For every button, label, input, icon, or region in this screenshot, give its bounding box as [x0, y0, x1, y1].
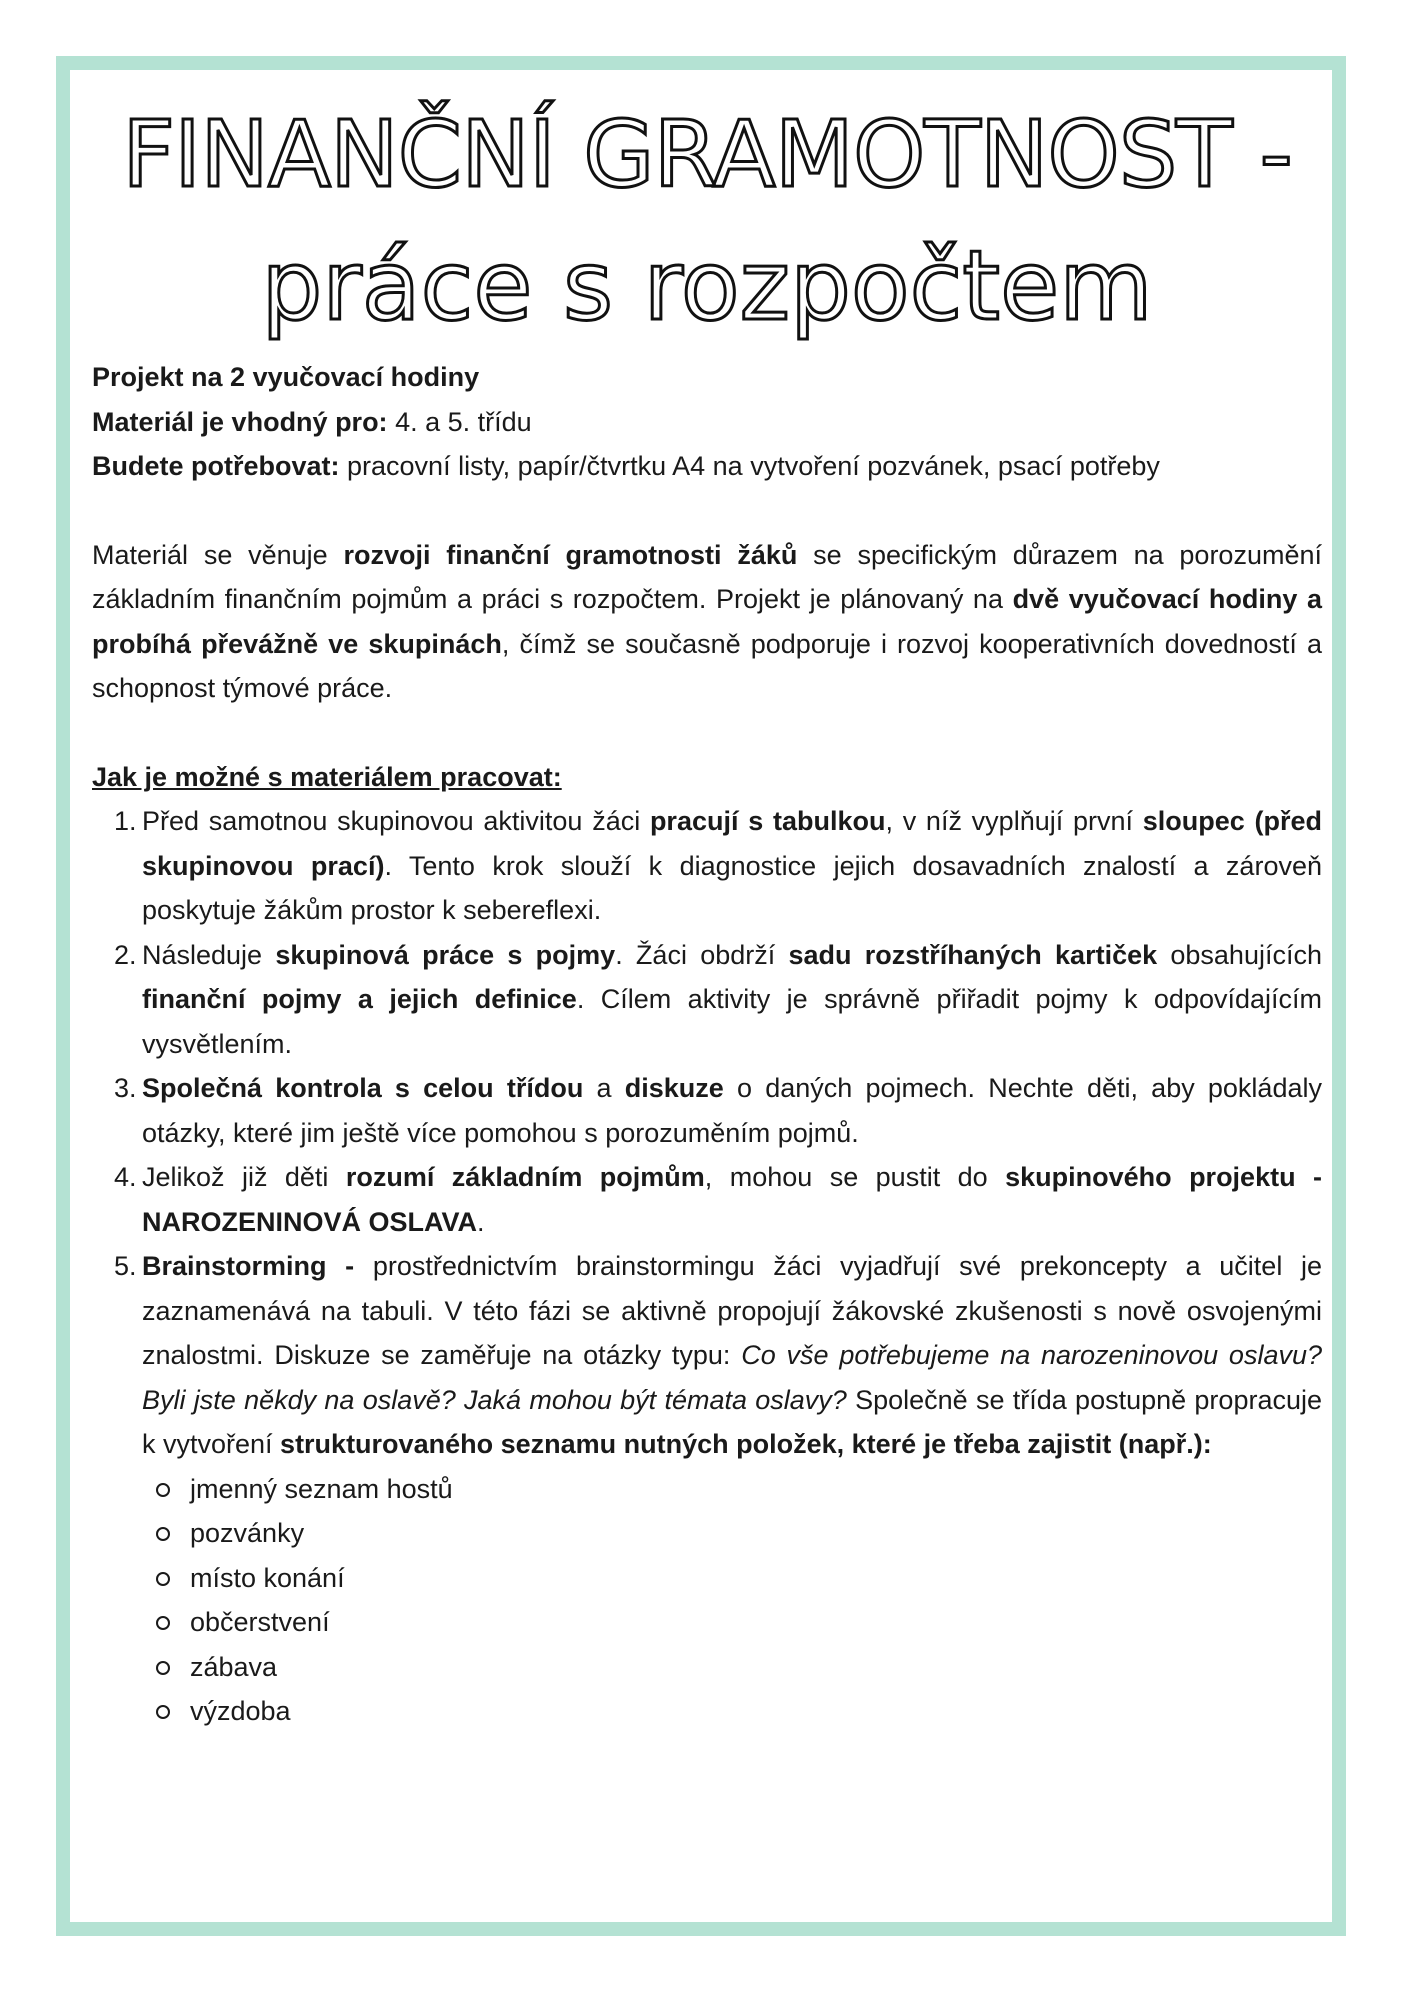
title-line-2: práce s rozpočtem: [261, 230, 1153, 342]
step-4: 4. Jelikož již děti rozumí základním pojmům, mohou se pustit do skupinového projektu - NAROZENINOVÁ OSLAVA.: [114, 1162, 1323, 1237]
list-item: občerstvení: [142, 1600, 1322, 1645]
checklist: [142, 1467, 1322, 1734]
bullet-circle-icon: [156, 1572, 170, 1586]
spacer: [92, 489, 1322, 533]
list-item: pozvánky: [142, 1511, 1322, 1556]
bullet-circle-icon: [156, 1661, 170, 1675]
step-3: 3. Společná kontrola s celou třídou a diskuze o daných pojmech. Nechte děti, aby pokládaly otázky, které jim ještě více pomohou s porozuměním pojmů.: [114, 1073, 1322, 1148]
document-body: [92, 355, 1322, 1734]
step-2: 2. Následuje skupinová práce s pojmy. Žáci obdrží sadu rozstříhaných kartiček obsahujících finanční pojmy a jejich definice. Cílem aktivity je správně přiřadit pojmy k odpovídajícím vysvětlením.: [114, 939, 1322, 1059]
bullet-circle-icon: [156, 1527, 170, 1541]
how-heading: Jak je možné s materiálem pracovat:: [92, 761, 562, 792]
list-item: výzdoba: [142, 1689, 1322, 1734]
step-5: 5. Brainstorming - prostřednictvím brainstormingu žáci vyjadřují své prekoncepty a učitel je zaznamenává na tabuli. V této fázi se aktivně propojují žákovské zkušenosti s nově osvojenými znalostmi. Diskuze se zaměřuje na otázky typu: Co vše potřebujeme na narozeninovou oslavu? Byli jste někdy na oslavě? Jaká mohou být témata oslavy? Společně se třída postupně propracuje k vytvoření strukturovaného seznamu nutných položek, které je třeba zajistit (např.): jmenný seznam hostů pozvánky místo konání občerstvení zábava výzdoba: [92, 1244, 1322, 1734]
bullet-circle-icon: [156, 1705, 170, 1719]
project-line: Projekt na 2 vyučovací hodiny: [92, 362, 480, 392]
step-1: 1. Před samotnou skupinovou aktivitou žáci pracují s tabulkou, v níž vyplňují první sloupec (před skupinovou prací). Tento krok slouží k diagnostice jejich dosavadních znalostí a zároveň poskytuje žákům prostor k sebereflexi.: [114, 806, 1322, 925]
bullet-circle-icon: [156, 1616, 170, 1630]
list-item: jmenný seznam hostů: [142, 1467, 1322, 1512]
bullet-circle-icon: [156, 1483, 170, 1497]
list-item: místo konání: [142, 1556, 1322, 1601]
steps-list: [92, 799, 1322, 1734]
intro-paragraph: Materiál se věnuje rozvoji finanční gramotnosti žáků se specifickým důrazem na porozumění základním finančním pojmům a práci s rozpočtem. Projekt je plánovaný na dvě vyučovací hodiny a probíhá převážně ve skupinách, čímž se současně podporuje i rozvoj kooperativních dovedností a schopnost týmové práce.: [92, 539, 1322, 703]
spacer: [92, 711, 1322, 755]
suitable-line: Materiál je vhodný pro: 4. a 5. třídu: [92, 406, 532, 437]
title-line-1: FINANČNÍ GRAMOTNOST -: [122, 101, 1292, 208]
list-item: zábava: [142, 1645, 1322, 1690]
need-line: Budete potřebovat: pracovní listy, papír/čtvrtku A4 na vytvoření pozvánek, psací potřeby: [92, 451, 1160, 481]
